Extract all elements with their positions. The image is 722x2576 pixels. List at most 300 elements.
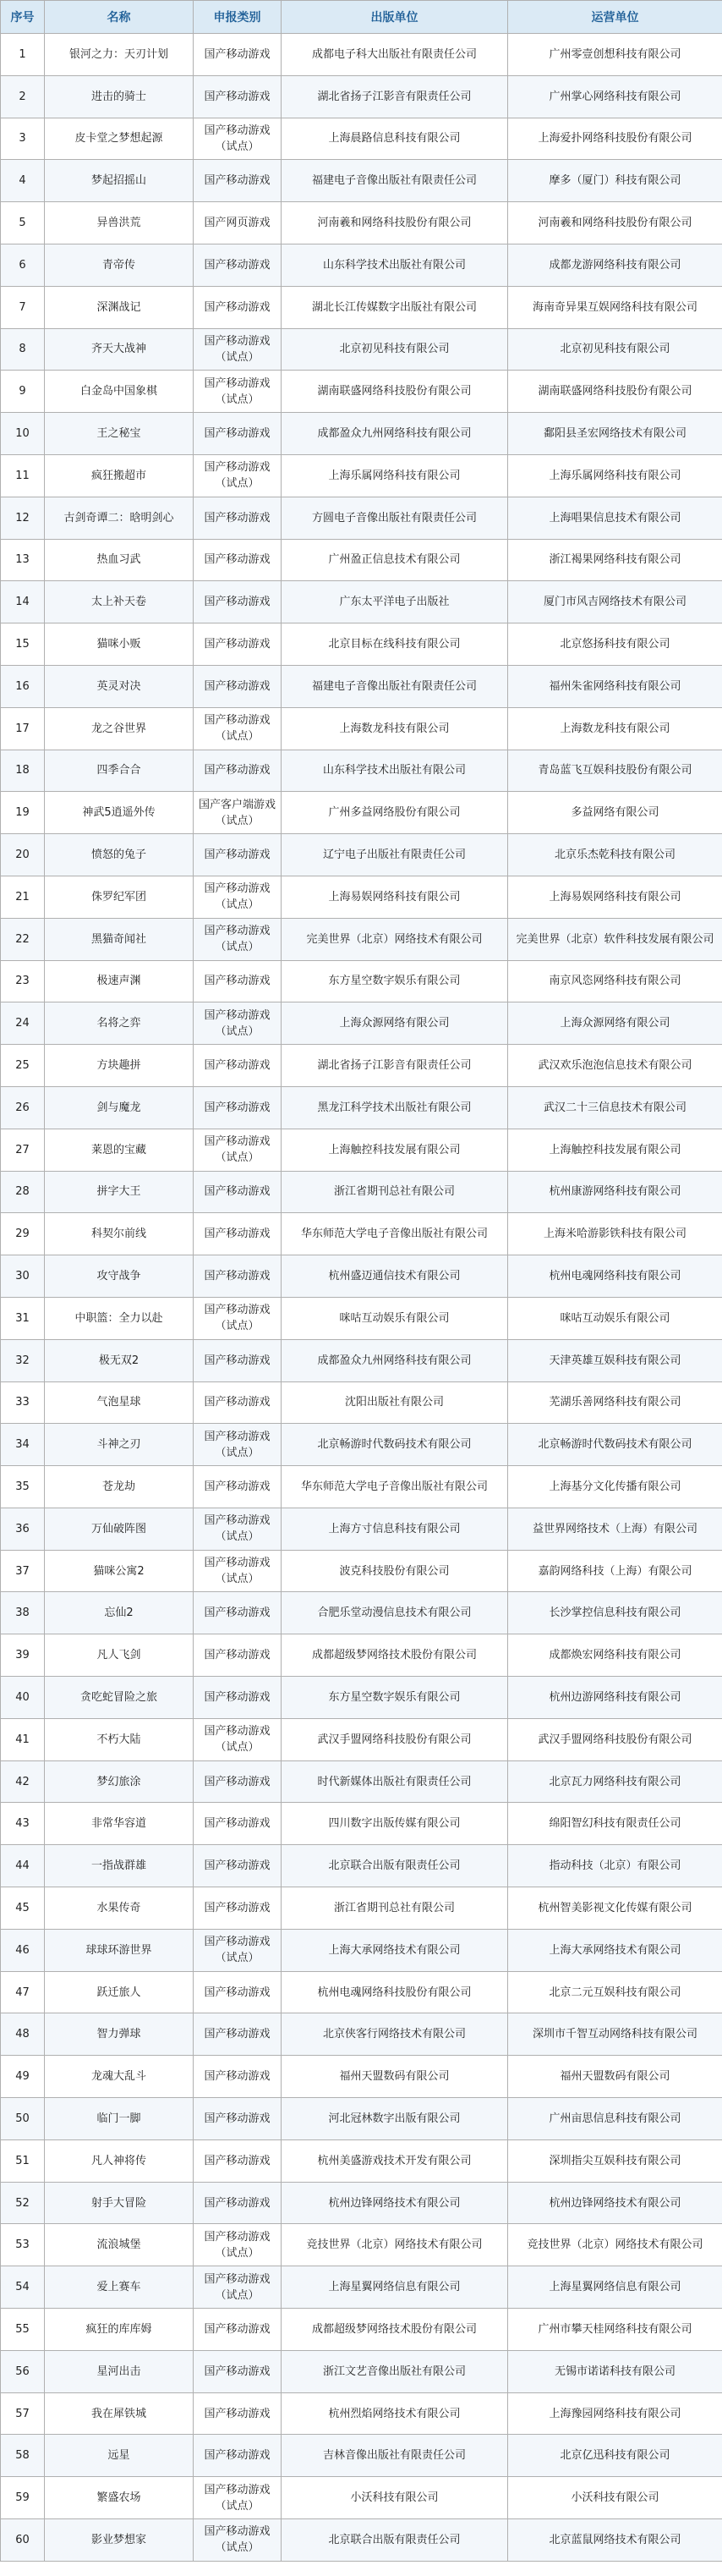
cell-operator: 上海米哈游影铁科技有限公司 xyxy=(508,1213,722,1255)
cell-publisher: 东方星空数字娱乐有限公司 xyxy=(282,960,508,1002)
cell-category: 国产移动游戏 xyxy=(194,750,282,792)
cell-no: 5 xyxy=(1,202,45,244)
cell-name: 智力弹球 xyxy=(45,2013,194,2056)
cell-category: 国产客户端游戏（试点） xyxy=(194,792,282,834)
cell-operator: 嘉韵网络科技（上海）有限公司 xyxy=(508,1550,722,1592)
cell-category: 国产移动游戏（试点） xyxy=(194,876,282,918)
cell-publisher: 上海众源网络有限公司 xyxy=(282,1002,508,1045)
cell-operator: 咪咕互动娱乐有限公司 xyxy=(508,1297,722,1339)
cell-publisher: 成都盈众九州网络科技有限公司 xyxy=(282,413,508,455)
cell-publisher: 杭州盛迈通信技术有限公司 xyxy=(282,1255,508,1298)
cell-category: 国产移动游戏 xyxy=(194,413,282,455)
cell-no: 1 xyxy=(1,34,45,76)
cell-category: 国产移动游戏 xyxy=(194,1213,282,1255)
cell-category: 国产移动游戏（试点） xyxy=(194,2224,282,2266)
cell-operator: 北京初见科技有限公司 xyxy=(508,328,722,371)
table-row xyxy=(1,2098,722,2140)
table-row xyxy=(1,750,722,792)
table-row xyxy=(1,34,722,76)
cell-publisher: 小沃科技有限公司 xyxy=(282,2477,508,2519)
cell-publisher: 北京畅游时代数码技术有限公司 xyxy=(282,1424,508,1466)
cell-name: 临门一脚 xyxy=(45,2098,194,2140)
cell-category: 国产移动游戏 xyxy=(194,1171,282,1213)
cell-name: 极无双2 xyxy=(45,1339,194,1381)
cell-name: 龙之谷世界 xyxy=(45,707,194,750)
cell-no: 48 xyxy=(1,2013,45,2056)
cell-publisher: 成都电子科大出版社有限责任公司 xyxy=(282,34,508,76)
cell-operator: 完美世界（北京）软件科技发展有限公司 xyxy=(508,918,722,960)
cell-publisher: 河南羲和网络科技股份有限公司 xyxy=(282,202,508,244)
cell-category: 国产移动游戏 xyxy=(194,2098,282,2140)
table-row xyxy=(1,1677,722,1719)
cell-no: 34 xyxy=(1,1424,45,1466)
cell-no: 17 xyxy=(1,707,45,750)
cell-category: 国产移动游戏（试点） xyxy=(194,2477,282,2519)
cell-name: 黑猫奇闻社 xyxy=(45,918,194,960)
cell-operator: 北京亿迅科技有限公司 xyxy=(508,2435,722,2477)
table-row xyxy=(1,160,722,202)
table-row xyxy=(1,1845,722,1887)
cell-operator: 北京畅游时代数码技术有限公司 xyxy=(508,1424,722,1466)
table-row xyxy=(1,1592,722,1634)
cell-publisher: 四川数字出版传媒有限公司 xyxy=(282,1803,508,1845)
cell-name: 气泡星球 xyxy=(45,1381,194,1424)
cell-publisher: 上海大承网络技术有限公司 xyxy=(282,1929,508,1971)
cell-name: 太上补天卷 xyxy=(45,581,194,623)
cell-operator: 广州掌心网络科技有限公司 xyxy=(508,75,722,118)
cell-operator: 上海大承网络技术有限公司 xyxy=(508,1929,722,1971)
cell-category: 国产移动游戏 xyxy=(194,1339,282,1381)
cell-publisher: 浙江文艺音像出版社有限公司 xyxy=(282,2350,508,2392)
cell-operator: 北京乐杰乾科技有限公司 xyxy=(508,834,722,876)
cell-operator: 上海数龙科技有限公司 xyxy=(508,707,722,750)
cell-category: 国产网页游戏 xyxy=(194,202,282,244)
cell-no: 35 xyxy=(1,1466,45,1508)
cell-no: 7 xyxy=(1,286,45,328)
cell-operator: 上海触控科技发展有限公司 xyxy=(508,1129,722,1171)
table-row xyxy=(1,539,722,581)
cell-publisher: 上海触控科技发展有限公司 xyxy=(282,1129,508,1171)
table-row xyxy=(1,1971,722,2013)
table-row xyxy=(1,1171,722,1213)
cell-publisher: 时代新媒体出版社有限责任公司 xyxy=(282,1760,508,1803)
cell-category: 国产移动游戏 xyxy=(194,1760,282,1803)
cell-no: 9 xyxy=(1,371,45,413)
cell-publisher: 吉林音像出版社有限责任公司 xyxy=(282,2435,508,2477)
cell-name: 科契尔前线 xyxy=(45,1213,194,1255)
cell-no: 10 xyxy=(1,413,45,455)
cell-operator: 指动科技（北京）有限公司 xyxy=(508,1845,722,1887)
cell-no: 11 xyxy=(1,454,45,497)
cell-category: 国产移动游戏（试点） xyxy=(194,1129,282,1171)
cell-publisher: 完美世界（北京）网络技术有限公司 xyxy=(282,918,508,960)
cell-operator: 天津英雄互娱科技有限公司 xyxy=(508,1339,722,1381)
cell-name: 疯狂的库库姆 xyxy=(45,2309,194,2351)
cell-category: 国产移动游戏 xyxy=(194,1845,282,1887)
table-row xyxy=(1,2182,722,2224)
cell-publisher: 黑龙江科学技术出版社有限公司 xyxy=(282,1086,508,1129)
cell-name: 星河出击 xyxy=(45,2350,194,2392)
cell-no: 45 xyxy=(1,1887,45,1930)
cell-operator: 成都龙游网络科技有限公司 xyxy=(508,244,722,286)
cell-category: 国产移动游戏（试点） xyxy=(194,2266,282,2309)
header-category: 申报类别 xyxy=(194,1,282,34)
cell-no: 26 xyxy=(1,1086,45,1129)
cell-category: 国产移动游戏（试点） xyxy=(194,1718,282,1760)
cell-category: 国产移动游戏（试点） xyxy=(194,1508,282,1550)
cell-no: 39 xyxy=(1,1634,45,1677)
table-row xyxy=(1,371,722,413)
cell-category: 国产移动游戏 xyxy=(194,1634,282,1677)
cell-operator: 武汉二十三信息技术有限公司 xyxy=(508,1086,722,1129)
cell-category: 国产移动游戏 xyxy=(194,286,282,328)
cell-category: 国产移动游戏 xyxy=(194,2392,282,2435)
cell-name: 凡人飞剑 xyxy=(45,1634,194,1677)
cell-publisher: 湖南联盛网络科技股份有限公司 xyxy=(282,371,508,413)
cell-name: 深渊战记 xyxy=(45,286,194,328)
cell-operator: 浙江褐果网络科技有限公司 xyxy=(508,539,722,581)
table-row xyxy=(1,1255,722,1298)
table-row xyxy=(1,286,722,328)
cell-publisher: 北京侠客行网络技术有限公司 xyxy=(282,2013,508,2056)
table-row xyxy=(1,2056,722,2098)
cell-no: 27 xyxy=(1,1129,45,1171)
cell-category: 国产移动游戏 xyxy=(194,1045,282,1087)
cell-operator: 福州天盟数码有限公司 xyxy=(508,2056,722,2098)
cell-category: 国产移动游戏 xyxy=(194,1887,282,1930)
cell-category: 国产移动游戏 xyxy=(194,2350,282,2392)
header-operator: 运营单位 xyxy=(508,1,722,34)
cell-operator: 湖南联盛网络科技股份有限公司 xyxy=(508,371,722,413)
cell-operator: 无锡市诺诺科技有限公司 xyxy=(508,2350,722,2392)
cell-publisher: 北京联合出版有限责任公司 xyxy=(282,1845,508,1887)
table-row xyxy=(1,1045,722,1087)
cell-name: 皮卡堂之梦想起源 xyxy=(45,118,194,160)
cell-operator: 武汉手盟网络科技股份有限公司 xyxy=(508,1718,722,1760)
table-row xyxy=(1,1803,722,1845)
cell-name: 进击的骑士 xyxy=(45,75,194,118)
cell-publisher: 杭州边锋网络技术有限公司 xyxy=(282,2182,508,2224)
cell-operator: 绵阳智幻科技有限责任公司 xyxy=(508,1803,722,1845)
cell-no: 57 xyxy=(1,2392,45,2435)
cell-operator: 益世界网络技术（上海）有限公司 xyxy=(508,1508,722,1550)
table-row xyxy=(1,2519,722,2562)
cell-publisher: 竞技世界（北京）网络技术有限公司 xyxy=(282,2224,508,2266)
cell-name: 斗神之刃 xyxy=(45,1424,194,1466)
cell-name: 青帝传 xyxy=(45,244,194,286)
cell-operator: 杭州电魂网络科技有限公司 xyxy=(508,1255,722,1298)
table-row xyxy=(1,1129,722,1171)
cell-name: 忘仙2 xyxy=(45,1592,194,1634)
cell-publisher: 东方星空数字娱乐有限公司 xyxy=(282,1677,508,1719)
cell-category: 国产移动游戏（试点） xyxy=(194,118,282,160)
cell-no: 20 xyxy=(1,834,45,876)
cell-operator: 摩多（厦门）科技有限公司 xyxy=(508,160,722,202)
cell-publisher: 沈阳出版社有限公司 xyxy=(282,1381,508,1424)
table-row xyxy=(1,75,722,118)
cell-no: 50 xyxy=(1,2098,45,2140)
cell-publisher: 浙江省期刊总社有限公司 xyxy=(282,1887,508,1930)
cell-no: 41 xyxy=(1,1718,45,1760)
cell-no: 13 xyxy=(1,539,45,581)
cell-name: 猫咪公寓2 xyxy=(45,1550,194,1592)
cell-category: 国产移动游戏 xyxy=(194,75,282,118)
table-row xyxy=(1,2139,722,2182)
table-row xyxy=(1,2350,722,2392)
table-row xyxy=(1,707,722,750)
cell-no: 21 xyxy=(1,876,45,918)
cell-operator: 上海爱扑网络科技股份有限公司 xyxy=(508,118,722,160)
cell-no: 52 xyxy=(1,2182,45,2224)
cell-no: 47 xyxy=(1,1971,45,2013)
cell-category: 国产移动游戏 xyxy=(194,2139,282,2182)
table-row xyxy=(1,118,722,160)
cell-publisher: 山东科学技术出版社有限公司 xyxy=(282,750,508,792)
table-row xyxy=(1,1634,722,1677)
table-row xyxy=(1,834,722,876)
cell-no: 56 xyxy=(1,2350,45,2392)
cell-operator: 芜湖乐善网络科技有限公司 xyxy=(508,1381,722,1424)
cell-category: 国产移动游戏 xyxy=(194,1677,282,1719)
cell-operator: 上海基分文化传播有限公司 xyxy=(508,1466,722,1508)
cell-publisher: 杭州电魂网络科技股份有限公司 xyxy=(282,1971,508,2013)
table-row xyxy=(1,2435,722,2477)
cell-name: 中职篮：全力以赴 xyxy=(45,1297,194,1339)
cell-no: 51 xyxy=(1,2139,45,2182)
cell-operator: 杭州智美影视文化传媒有限公司 xyxy=(508,1887,722,1930)
cell-no: 4 xyxy=(1,160,45,202)
cell-name: 热血习武 xyxy=(45,539,194,581)
cell-category: 国产移动游戏 xyxy=(194,34,282,76)
cell-no: 49 xyxy=(1,2056,45,2098)
table-row xyxy=(1,1508,722,1550)
cell-category: 国产移动游戏（试点） xyxy=(194,1002,282,1045)
cell-operator: 上海唱果信息技术有限公司 xyxy=(508,497,722,539)
cell-publisher: 北京联合出版有限责任公司 xyxy=(282,2519,508,2562)
table-row xyxy=(1,1760,722,1803)
table-row xyxy=(1,1550,722,1592)
cell-name: 水果传奇 xyxy=(45,1887,194,1930)
cell-operator: 长沙掌控信息科技有限公司 xyxy=(508,1592,722,1634)
cell-name: 球球环游世界 xyxy=(45,1929,194,1971)
cell-publisher: 华东师范大学电子音像出版社有限公司 xyxy=(282,1213,508,1255)
cell-operator: 成都焕宏网络科技有限公司 xyxy=(508,1634,722,1677)
cell-category: 国产移动游戏（试点） xyxy=(194,707,282,750)
cell-category: 国产移动游戏 xyxy=(194,665,282,707)
cell-name: 梦幻旅涂 xyxy=(45,1760,194,1803)
cell-name: 四季合合 xyxy=(45,750,194,792)
cell-no: 3 xyxy=(1,118,45,160)
cell-no: 54 xyxy=(1,2266,45,2309)
table-row xyxy=(1,454,722,497)
cell-category: 国产移动游戏 xyxy=(194,244,282,286)
cell-publisher: 杭州烈焰网络技术有限公司 xyxy=(282,2392,508,2435)
cell-name: 莱恩的宝藏 xyxy=(45,1129,194,1171)
cell-name: 龙魂大乱斗 xyxy=(45,2056,194,2098)
cell-no: 44 xyxy=(1,1845,45,1887)
cell-no: 53 xyxy=(1,2224,45,2266)
cell-category: 国产移动游戏（试点） xyxy=(194,454,282,497)
table-row xyxy=(1,2224,722,2266)
cell-no: 6 xyxy=(1,244,45,286)
cell-category: 国产移动游戏 xyxy=(194,2435,282,2477)
cell-publisher: 北京目标在线科技有限公司 xyxy=(282,623,508,666)
cell-name: 拼字大王 xyxy=(45,1171,194,1213)
cell-category: 国产移动游戏 xyxy=(194,1803,282,1845)
table-row xyxy=(1,792,722,834)
cell-publisher: 波克科技股份有限公司 xyxy=(282,1550,508,1592)
cell-name: 名将之弈 xyxy=(45,1002,194,1045)
cell-name: 神武5逍遥外传 xyxy=(45,792,194,834)
cell-category: 国产移动游戏 xyxy=(194,539,282,581)
cell-operator: 上海众源网络有限公司 xyxy=(508,1002,722,1045)
cell-publisher: 方圆电子音像出版社有限责任公司 xyxy=(282,497,508,539)
cell-name: 银河之力：天刃计划 xyxy=(45,34,194,76)
cell-publisher: 武汉手盟网络科技股份有限公司 xyxy=(282,1718,508,1760)
cell-operator: 北京悠扬科技有限公司 xyxy=(508,623,722,666)
cell-no: 15 xyxy=(1,623,45,666)
table-row xyxy=(1,1086,722,1129)
cell-name: 苍龙劫 xyxy=(45,1466,194,1508)
cell-no: 19 xyxy=(1,792,45,834)
table-row xyxy=(1,665,722,707)
cell-name: 方块趣拼 xyxy=(45,1045,194,1087)
cell-category: 国产移动游戏 xyxy=(194,1466,282,1508)
cell-name: 影业梦想家 xyxy=(45,2519,194,2562)
cell-publisher: 浙江省期刊总社有限公司 xyxy=(282,1171,508,1213)
cell-no: 32 xyxy=(1,1339,45,1381)
table-header-row xyxy=(1,1,722,34)
cell-category: 国产移动游戏 xyxy=(194,160,282,202)
cell-operator: 广州亩思信息科技有限公司 xyxy=(508,2098,722,2140)
cell-operator: 河南羲和网络科技股份有限公司 xyxy=(508,202,722,244)
table-row xyxy=(1,2477,722,2519)
cell-operator: 青岛蓝飞互娱科技股份有限公司 xyxy=(508,750,722,792)
cell-name: 远星 xyxy=(45,2435,194,2477)
cell-operator: 杭州边游网络科技有限公司 xyxy=(508,1677,722,1719)
cell-publisher: 湖北省扬子江影音有限责任公司 xyxy=(282,75,508,118)
cell-operator: 上海星翼网络信息有限公司 xyxy=(508,2266,722,2309)
cell-category: 国产移动游戏 xyxy=(194,497,282,539)
cell-no: 60 xyxy=(1,2519,45,2562)
cell-publisher: 成都超级梦网络技术股份有限公司 xyxy=(282,2309,508,2351)
table-row xyxy=(1,413,722,455)
cell-operator: 广州市攀天桂网络科技有限公司 xyxy=(508,2309,722,2351)
cell-name: 剑与魔龙 xyxy=(45,1086,194,1129)
cell-name: 疯狂搬超市 xyxy=(45,454,194,497)
cell-no: 18 xyxy=(1,750,45,792)
cell-no: 31 xyxy=(1,1297,45,1339)
table-row xyxy=(1,581,722,623)
cell-name: 梦起招摇山 xyxy=(45,160,194,202)
cell-publisher: 成都盈众九州网络科技有限公司 xyxy=(282,1339,508,1381)
cell-publisher: 广东太平洋电子出版社 xyxy=(282,581,508,623)
cell-no: 43 xyxy=(1,1803,45,1845)
table-row xyxy=(1,1381,722,1424)
cell-name: 一指战群雄 xyxy=(45,1845,194,1887)
cell-operator: 多益网络有限公司 xyxy=(508,792,722,834)
cell-name: 异兽洪荒 xyxy=(45,202,194,244)
table-row xyxy=(1,2266,722,2309)
cell-name: 古剑奇谭二：晗明剑心 xyxy=(45,497,194,539)
cell-name: 爱上赛车 xyxy=(45,2266,194,2309)
cell-publisher: 上海易娱网络科技有限公司 xyxy=(282,876,508,918)
cell-publisher: 咪咕互动娱乐有限公司 xyxy=(282,1297,508,1339)
cell-operator: 上海乐属网络科技有限公司 xyxy=(508,454,722,497)
cell-operator: 鄱阳县圣宏网络技术有限公司 xyxy=(508,413,722,455)
cell-name: 白金岛中国象棋 xyxy=(45,371,194,413)
cell-no: 22 xyxy=(1,918,45,960)
header-no: 序号 xyxy=(1,1,45,34)
cell-no: 42 xyxy=(1,1760,45,1803)
cell-category: 国产移动游戏 xyxy=(194,2013,282,2056)
cell-no: 58 xyxy=(1,2435,45,2477)
cell-no: 37 xyxy=(1,1550,45,1592)
cell-publisher: 上海晨路信息科技有限公司 xyxy=(282,118,508,160)
cell-category: 国产移动游戏 xyxy=(194,2182,282,2224)
table-row xyxy=(1,876,722,918)
cell-no: 40 xyxy=(1,1677,45,1719)
cell-name: 侏罗纪军团 xyxy=(45,876,194,918)
cell-no: 2 xyxy=(1,75,45,118)
cell-name: 猫咪小贩 xyxy=(45,623,194,666)
cell-category: 国产移动游戏（试点） xyxy=(194,1297,282,1339)
cell-category: 国产移动游戏（试点） xyxy=(194,918,282,960)
cell-name: 万仙破阵图 xyxy=(45,1508,194,1550)
cell-operator: 小沃科技有限公司 xyxy=(508,2477,722,2519)
cell-operator: 厦门市风吉网络技术有限公司 xyxy=(508,581,722,623)
table-row xyxy=(1,623,722,666)
cell-no: 29 xyxy=(1,1213,45,1255)
cell-name: 齐天大战神 xyxy=(45,328,194,371)
cell-no: 28 xyxy=(1,1171,45,1213)
cell-name: 愤怒的兔子 xyxy=(45,834,194,876)
cell-no: 55 xyxy=(1,2309,45,2351)
cell-no: 16 xyxy=(1,665,45,707)
table-row xyxy=(1,1002,722,1045)
cell-operator: 竞技世界（北京）网络技术有限公司 xyxy=(508,2224,722,2266)
cell-operator: 北京瓦力网络科技有限公司 xyxy=(508,1760,722,1803)
table-row xyxy=(1,1466,722,1508)
cell-name: 射手大冒险 xyxy=(45,2182,194,2224)
cell-operator: 北京蓝鼠网络技术有限公司 xyxy=(508,2519,722,2562)
table-row xyxy=(1,1718,722,1760)
cell-category: 国产移动游戏（试点） xyxy=(194,1424,282,1466)
cell-category: 国产移动游戏（试点） xyxy=(194,1929,282,1971)
table-row xyxy=(1,918,722,960)
cell-no: 38 xyxy=(1,1592,45,1634)
cell-name: 繁盛农场 xyxy=(45,2477,194,2519)
cell-operator: 武汉欢乐泡泡信息技术有限公司 xyxy=(508,1045,722,1087)
cell-no: 23 xyxy=(1,960,45,1002)
cell-category: 国产移动游戏 xyxy=(194,1255,282,1298)
cell-category: 国产移动游戏 xyxy=(194,1086,282,1129)
table-row xyxy=(1,2013,722,2056)
cell-operator: 海南奇异果互娱网络科技有限公司 xyxy=(508,286,722,328)
cell-name: 我在犀铁城 xyxy=(45,2392,194,2435)
cell-category: 国产移动游戏 xyxy=(194,1592,282,1634)
cell-name: 非常华容道 xyxy=(45,1803,194,1845)
cell-publisher: 上海数龙科技有限公司 xyxy=(282,707,508,750)
cell-publisher: 成都超级梦网络技术股份有限公司 xyxy=(282,1634,508,1677)
header-publisher: 出版单位 xyxy=(282,1,508,34)
cell-publisher: 上海乐属网络科技有限公司 xyxy=(282,454,508,497)
cell-operator: 深圳指尖互娱科技有限公司 xyxy=(508,2139,722,2182)
cell-publisher: 广州多益网络股份有限公司 xyxy=(282,792,508,834)
cell-category: 国产移动游戏 xyxy=(194,1381,282,1424)
cell-operator: 深圳市千智互动网络科技有限公司 xyxy=(508,2013,722,2056)
cell-category: 国产移动游戏 xyxy=(194,623,282,666)
